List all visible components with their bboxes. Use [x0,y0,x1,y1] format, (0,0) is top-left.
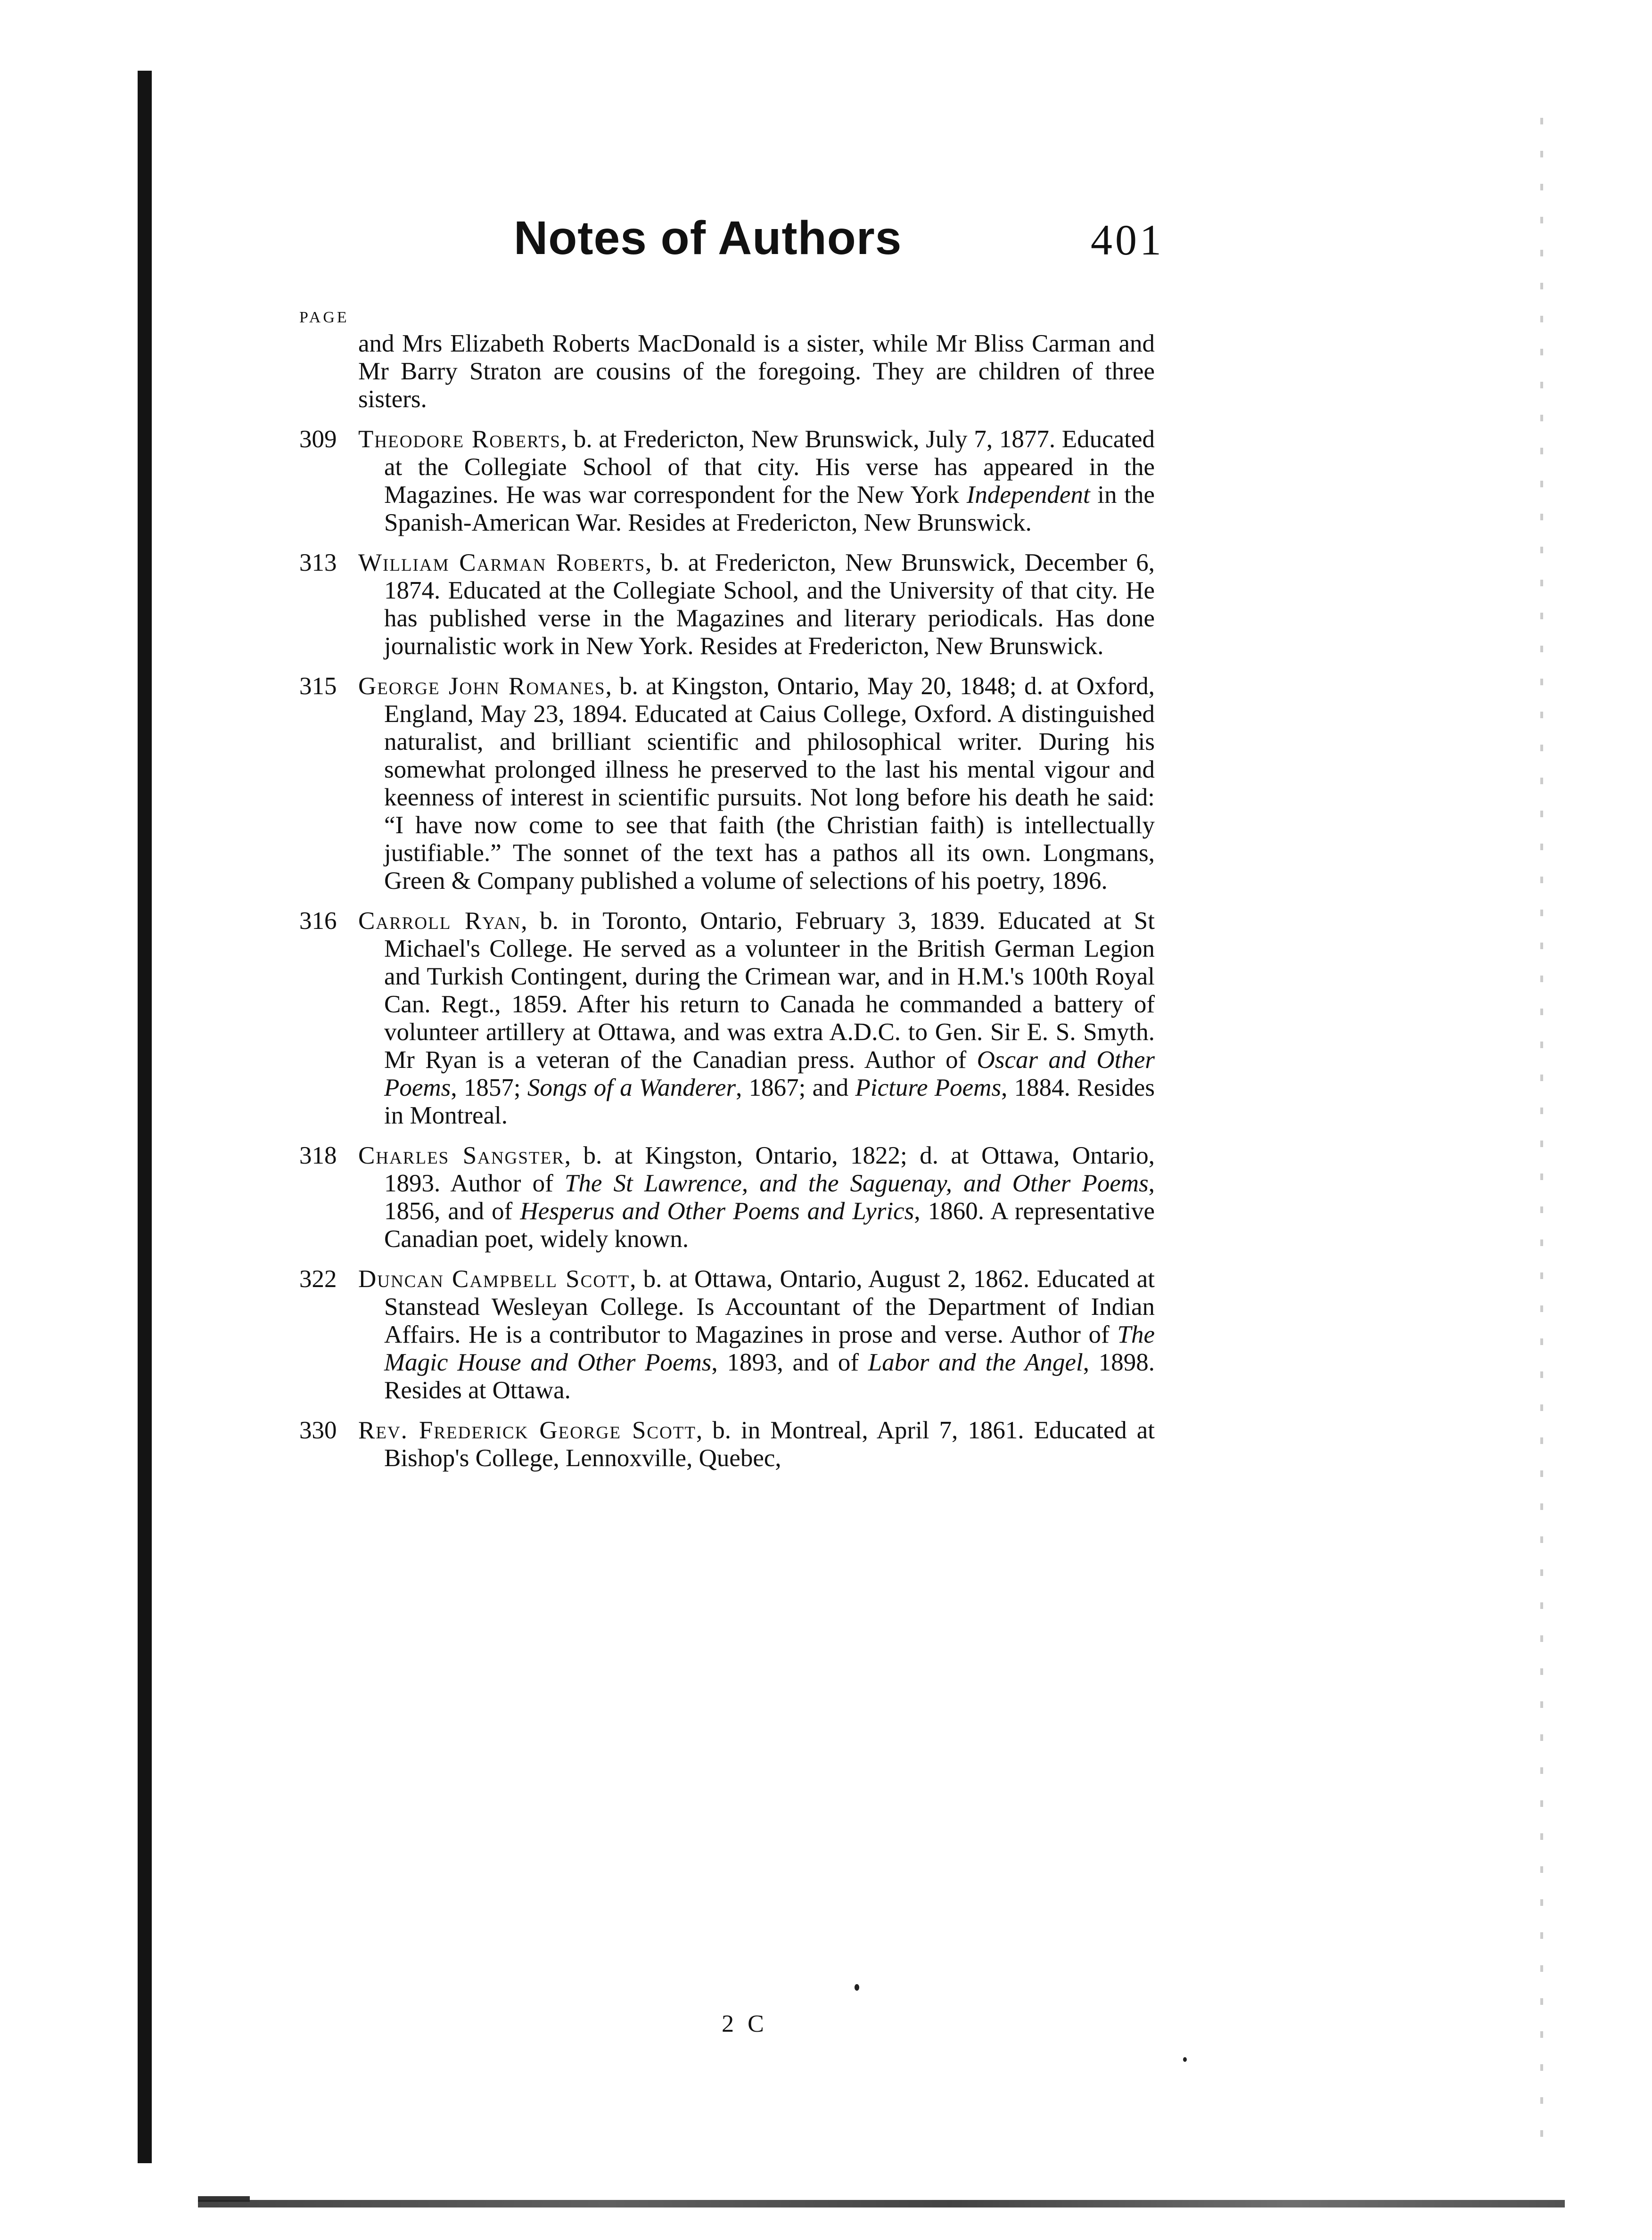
author-notes [299,330,1155,1485]
work-title: The St Lawrence, and the Saguenay, and Other Poems [564,1170,1149,1197]
entry-page-ref: 322 [299,1265,337,1293]
entry-page-ref: 316 [299,907,337,935]
author-name: Rev. Frederick George Scott [358,1417,697,1444]
work-title: Independent [966,481,1090,509]
entry-description: , b. at Kingston, Ontario, 1822; d. at Ottawa, Ontario, 1893. Author of [384,1142,1155,1197]
entry-text: and Mrs Elizabeth Roberts MacDonald is a sister, while Mr Bliss Carman and Mr Barry Straton are cousins of the foregoing. They are children of three sisters. [358,330,1155,413]
author-name: Duncan Campbell Scott [358,1265,630,1293]
entry-description: , b. in Montreal, April 7, 1861. Educated at Bishop's College, Lennoxville, Quebec, [384,1417,1155,1472]
continuation-entry [299,330,1155,413]
entry-description: , 1857; [451,1074,527,1101]
entry-description: , 1860. A representative Canadian poet, widely known. [384,1198,1155,1253]
entry-description: , 1867; and [736,1074,855,1101]
author-name: George John Romanes [358,673,606,700]
page-title: Notes of Authors [514,212,902,264]
entry-description: , 1856, and of [384,1170,1155,1225]
work-title: The Magic House and Other Poems [384,1321,1155,1376]
author-entry [299,1417,1155,1472]
work-title: Oscar and Other Poems [384,1046,1155,1101]
author-name: Charles Sangster [358,1142,565,1169]
entry-description: , b. at Fredericton, New Brunswick, July 7, 1877. Educated at the Collegiate School of that city. His verse has appeared in the Magazines. He was war correspondent for the New York [384,426,1155,509]
page-number: 401 [1091,216,1164,264]
entry-description: , 1884. Resides in Montreal. [384,1074,1155,1129]
entry-description: , 1893, and of [711,1349,868,1376]
signature-mark: 2 C [722,2010,768,2037]
work-title: Hesperus and Other Poems and Lyrics [520,1198,914,1225]
ink-speck [855,1984,859,1991]
author-name: William Carman Roberts [358,549,646,576]
entry-text [358,426,1155,537]
entry-text [358,1142,1155,1253]
author-name: Carroll Ryan [358,907,521,935]
ink-speck [1183,2057,1187,2062]
entry-text [358,907,1155,1130]
entry-page-ref: 330 [299,1417,337,1444]
entry-description: in the Spanish-American War. Resides at Fredericton, New Brunswick. [384,481,1155,536]
author-entry [299,673,1155,895]
author-entry [299,1142,1155,1253]
entry-page-ref: 318 [299,1142,337,1169]
entry-page-ref: 313 [299,549,337,576]
work-title: Picture Poems [855,1074,1002,1101]
entry-description: , b. at Fredericton, New Brunswick, December 6, 1874. Educated at the Collegiate School, and the University of that city. He has published verse in the Magazines and literary periodicals. Has done journalistic work in New York. Resides at Fredericton, New Brunswick. [384,549,1155,660]
entry-page-ref: 309 [299,426,337,453]
author-entry [299,907,1155,1130]
scan-shadow-left [138,71,152,2163]
page-column-label: PAGE [299,309,349,326]
scan-shadow-bottom [198,2200,1565,2207]
entry-page-ref [299,330,358,413]
running-head [514,207,1164,273]
entry-text [358,1265,1155,1404]
entry-description: , b. in Toronto, Ontario, February 3, 1839. Educated at St Michael's College. He served as a volunteer in the British German Legion and Turkish Contingent, during the Crimean war, and in H.M.'s 100th Royal Can. Regt., 1859. After his return to Canada he commanded a battery of volunteer artillery at Ottawa, and was extra A.D.C. to Gen. Sir E. S. Smyth. Mr Ryan is a veteran of the Canadian press. Author of [384,907,1155,1074]
entry-text [358,1417,1155,1472]
author-entry [299,426,1155,537]
author-entry [299,549,1155,660]
entry-description: , b. at Ottawa, Ontario, August 2, 1862. Educated at Stanstead Wesleyan College. Is Accountant of the Department of Indian Affairs. He is a contributor to Magazines in prose and verse. Author of [384,1265,1155,1348]
entry-page-ref: 315 [299,673,337,700]
entry-text [358,549,1155,660]
author-name: Theodore Roberts [358,426,561,453]
entry-description: , b. at Kingston, Ontario, May 20, 1848; d. at Oxford, England, May 23, 1894. Educated at Caius College, Oxford. A distinguished naturalist, and brilliant scientific and philosophical writer. During his somewhat prolonged illness he preserved to the last his mental vigour and keenness of interest in scientific pursuits. Not long before his death he said: “I have now come to see that faith (the Christian faith) is intellectually justifiable.” The sonnet of the text has a pathos all its own. Longmans, Green & Company published a volume of selections of his poetry, 1896. [384,673,1155,894]
work-title: Labor and the Angel [868,1349,1083,1376]
scan-edge-right [1540,118,1543,2144]
author-entry [299,1265,1155,1404]
entry-description: , 1898. Resides at Ottawa. [384,1349,1155,1404]
entry-text [358,673,1155,895]
work-title: Songs of a Wanderer [527,1074,736,1101]
